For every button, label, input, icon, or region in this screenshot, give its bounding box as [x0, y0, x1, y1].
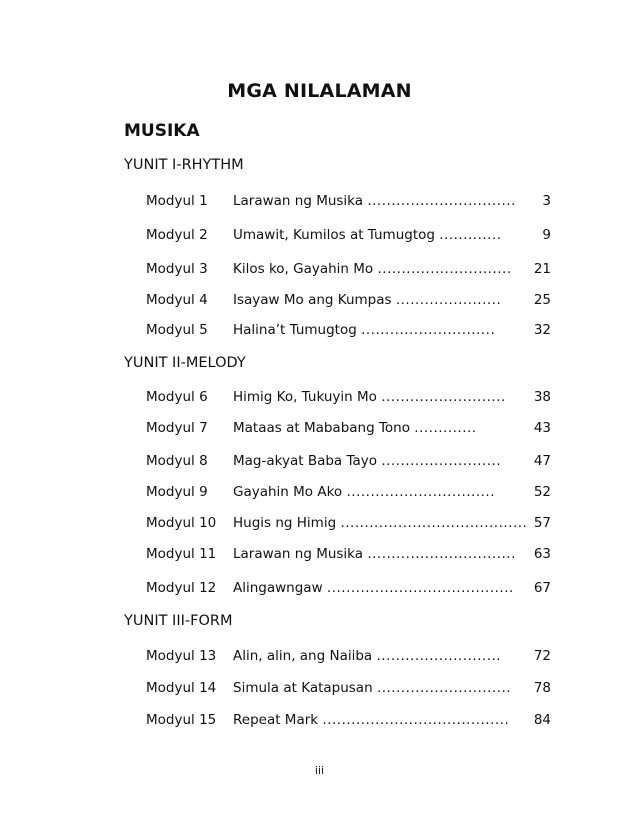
page-number: 67 [533, 580, 551, 596]
entry-title-line [233, 193, 516, 209]
entry-title-line [233, 648, 501, 664]
entry-title-line [233, 261, 512, 277]
page-number: 57 [533, 515, 551, 531]
entry-title-line [233, 227, 502, 243]
page-number: 63 [533, 546, 551, 562]
toc-entry [146, 420, 551, 440]
toc-entry [146, 680, 551, 700]
modyul-label: Modyul 13 [146, 648, 217, 664]
toc-entry [146, 712, 551, 732]
entry-title-line [233, 712, 509, 728]
page-number: 47 [533, 453, 551, 469]
dot-leader: ............. [439, 227, 502, 243]
page-number: 25 [533, 292, 551, 308]
page-number: 32 [533, 322, 551, 338]
toc-entry [146, 389, 551, 409]
page-number: 9 [542, 227, 551, 243]
entry-title-line [233, 515, 527, 531]
toc-entry [146, 322, 551, 342]
modyul-label: Modyul 12 [146, 580, 217, 596]
page-number: 3 [542, 193, 551, 209]
dot-leader: .......................... [376, 648, 502, 664]
toc-entry [146, 546, 551, 566]
entry-title-line [233, 453, 501, 469]
entry-title: Halina’t Tumugtog [233, 322, 357, 338]
modyul-label: Modyul 6 [146, 389, 208, 405]
modyul-label: Modyul 3 [146, 261, 208, 277]
dot-leader: ......................... [381, 453, 502, 469]
toc-entry [146, 484, 551, 504]
modyul-label: Modyul 2 [146, 227, 208, 243]
dot-leader: ....................................... [322, 712, 510, 728]
entry-title-line [233, 389, 506, 405]
page-number: 43 [533, 420, 551, 436]
entry-title-line [233, 546, 516, 562]
entry-title-line [233, 484, 495, 500]
unit-heading: YUNIT III-FORM [124, 613, 233, 629]
dot-leader: ............................ [361, 322, 496, 338]
page-number: 38 [533, 389, 551, 405]
entry-title: Alin, alin, ang Naiiba [233, 648, 373, 664]
entry-title: Repeat Mark [233, 712, 319, 728]
modyul-label: Modyul 11 [146, 546, 217, 562]
dot-leader: ............................... [367, 546, 516, 562]
modyul-label: Modyul 9 [146, 484, 208, 500]
dot-leader: ............................... [367, 193, 516, 209]
entry-title: Larawan ng Musika [233, 546, 364, 562]
modyul-label: Modyul 10 [146, 515, 217, 531]
entry-title: Kilos ko, Gayahin Mo [233, 261, 374, 277]
toc-entry [146, 515, 551, 535]
dot-leader: ............................... [346, 484, 496, 500]
entry-title: Alingawngaw [233, 580, 323, 596]
entry-title-line [233, 322, 495, 338]
toc-entry [146, 193, 551, 213]
entry-title-line [233, 420, 477, 436]
page-footer-number: iii [314, 764, 325, 777]
unit-heading: YUNIT I-RHYTHM [124, 157, 244, 173]
dot-leader: ....................................... [340, 515, 528, 531]
page-number: 84 [533, 712, 551, 728]
page-number: 78 [533, 680, 551, 696]
modyul-label: Modyul 7 [146, 420, 208, 436]
entry-title: Hugis ng Himig [233, 515, 337, 531]
toc-entry [146, 648, 551, 668]
dot-leader: ............. [414, 420, 477, 436]
entry-title-line [233, 292, 501, 308]
dot-leader: ............................ [377, 261, 512, 277]
entry-title: Mag-akyat Baba Tayo [233, 453, 378, 469]
entry-title: Isayaw Mo ang Kumpas [233, 292, 392, 308]
modyul-label: Modyul 5 [146, 322, 208, 338]
entry-title-line [233, 580, 514, 596]
toc-entry [146, 292, 551, 312]
modyul-label: Modyul 14 [146, 680, 217, 696]
entry-title: Himig Ko, Tukuyin Mo [233, 389, 377, 405]
subject-heading: MUSIKA [124, 121, 200, 141]
toc-entry [146, 261, 551, 281]
entry-title: Gayahin Mo Ako [233, 484, 343, 500]
page-number: 21 [533, 261, 551, 277]
toc-entry [146, 580, 551, 600]
page-title: MGA NILALAMAN [227, 80, 412, 102]
unit-heading: YUNIT II-MELODY [124, 355, 246, 371]
modyul-label: Modyul 8 [146, 453, 208, 469]
modyul-label: Modyul 4 [146, 292, 208, 308]
modyul-label: Modyul 1 [146, 193, 208, 209]
entry-title: Simula at Katapusan [233, 680, 373, 696]
entry-title: Umawit, Kumilos at Tumugtog [233, 227, 435, 243]
entry-title: Mataas at Mababang Tono [233, 420, 410, 436]
dot-leader: .......................... [381, 389, 506, 405]
page-number: 52 [533, 484, 551, 500]
entry-title-line [233, 680, 511, 696]
entry-title: Larawan ng Musika [233, 193, 364, 209]
toc-entry [146, 453, 551, 473]
dot-leader: ............................ [376, 680, 512, 696]
page-number: 72 [533, 648, 551, 664]
toc-entry [146, 227, 551, 247]
dot-leader: ...................... [395, 292, 502, 308]
modyul-label: Modyul 15 [146, 712, 217, 728]
dot-leader: ....................................... [326, 580, 514, 596]
